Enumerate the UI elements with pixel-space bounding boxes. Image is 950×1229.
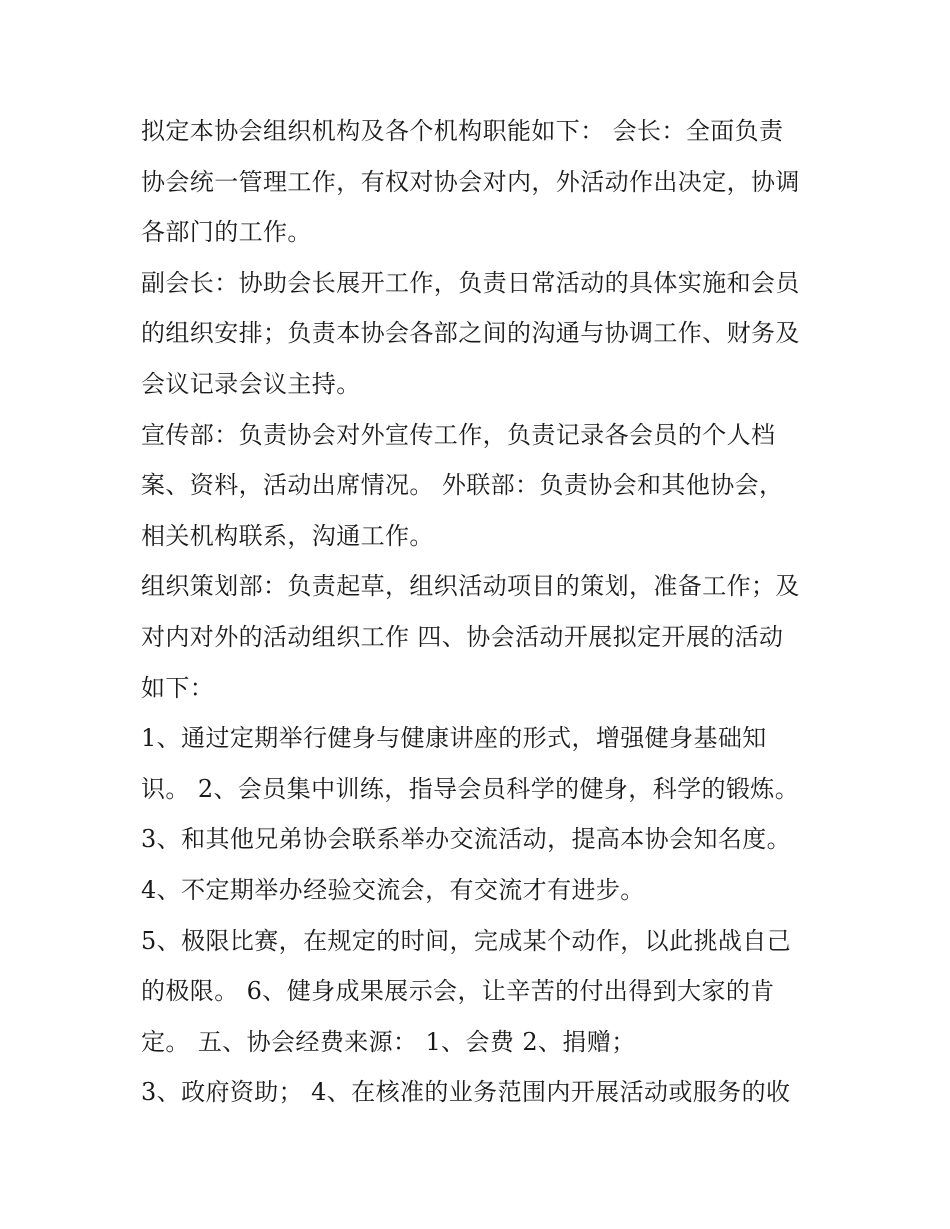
text-line: 对内对外的活动组织工作 四、协会活动开展拟定开展的活动 <box>141 622 784 651</box>
text-line: 协会统一管理工作，有权对协会对内，外活动作出决定，协调 <box>141 167 800 196</box>
text-line: 3、和其他兄弟协会联系举办交流活动，提高本协会知名度。 <box>141 825 792 854</box>
text-line: 1、通过定期举行健身与健康讲座的形式，增强健身基础知 <box>141 724 767 753</box>
text-line: 相关机构联系，沟通工作。 <box>141 521 434 550</box>
text-line: 案、资料，活动出席情况。 外联部：负责协会和其他协会， <box>141 471 784 500</box>
text-line: 拟定本协会组织机构及各个机构职能如下： 会长：全面负责 <box>141 117 784 145</box>
text-line: 3、政府资助； 4、在核准的业务范围内开展活动或服务的收 <box>141 1078 791 1107</box>
text-line: 宣传部：负责协会对外宣传工作，负责记录各会员的个人档 <box>141 420 776 449</box>
text-line: 组织策划部：负责起草，组织活动项目的策划，准备工作；及 <box>141 572 800 601</box>
text-line: 识。 2、会员集中训练，指导会员科学的健身，科学的锻炼。 <box>141 774 800 803</box>
text-line: 副会长：协助会长展开工作，负责日常活动的具体实施和会员 <box>141 268 800 297</box>
text-line: 如下： <box>141 673 215 702</box>
text-line: 各部门的工作。 <box>141 218 312 247</box>
text-line: 会议记录会议主持。 <box>141 369 361 398</box>
text-line: 的组织安排；负责本协会各部之间的沟通与协调工作、财务及 <box>141 319 800 348</box>
document-body <box>141 106 831 1118</box>
text-line: 定。 五、协会经费来源： 1、会费 2、捐赠； <box>141 1027 636 1056</box>
text-line: 4、不定期举办经验交流会，有交流才有进步。 <box>141 875 645 904</box>
text-line: 5、极限比赛，在规定的时间，完成某个动作，以此挑战自己 <box>141 926 792 955</box>
text-line: 的极限。 6、健身成果展示会，让辛苦的付出得到大家的肯 <box>141 977 775 1006</box>
